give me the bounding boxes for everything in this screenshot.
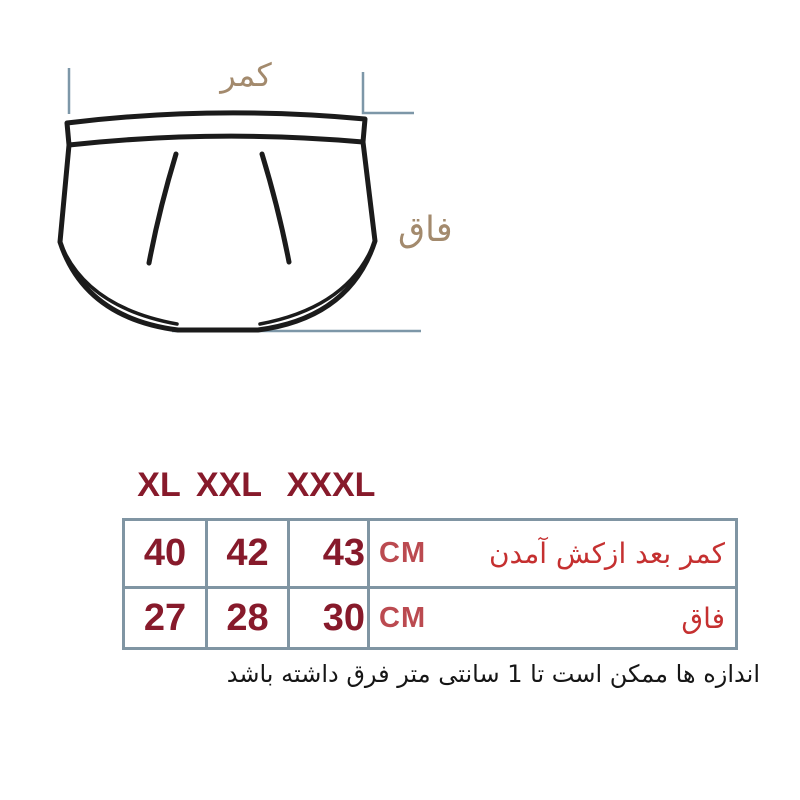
waistband-outline xyxy=(67,113,365,145)
waist-row-label: کمر بعد ازکش آمدن xyxy=(488,537,725,570)
tolerance-note: اندازه ها ممکن است تا 1 سانتی متر فرق داشته باشد xyxy=(226,660,760,688)
table-cell-waist-label xyxy=(367,521,735,586)
waist-label: کمر xyxy=(220,56,272,94)
rise-label: فاق xyxy=(398,210,453,250)
table-cell-waist-xxl xyxy=(205,521,287,586)
waist-xl-value: 40 xyxy=(143,532,187,574)
table-cell-waist-xxxl xyxy=(287,521,367,586)
size-header-xxl: XXL xyxy=(195,466,263,504)
table-cell-rise-xxl xyxy=(205,586,287,647)
size-header-xl: XL xyxy=(137,466,181,504)
waist-xxl-value: 42 xyxy=(226,532,269,574)
size-header-xxxl: XXXL xyxy=(286,466,376,504)
rise-unit: CM xyxy=(379,601,427,634)
table-cell-waist-xl xyxy=(125,521,205,586)
size-table xyxy=(122,518,738,650)
waist-xxxl-value: 43 xyxy=(322,532,365,574)
briefs-body-outline xyxy=(60,142,375,330)
table-cell-rise-label xyxy=(367,586,735,647)
rise-xxxl-value: 30 xyxy=(322,596,365,639)
rise-xxl-value: 28 xyxy=(226,596,269,639)
table-cell-rise-xl xyxy=(125,586,205,647)
table-cell-rise-xxxl xyxy=(287,586,367,647)
waist-measure-tick-right xyxy=(363,72,414,113)
pouch-seam-left xyxy=(149,154,176,263)
waist-unit: CM xyxy=(379,537,427,569)
rise-xl-value: 27 xyxy=(143,596,187,639)
pouch-seam-right xyxy=(262,154,289,262)
rise-row-label: فاق xyxy=(681,601,725,635)
